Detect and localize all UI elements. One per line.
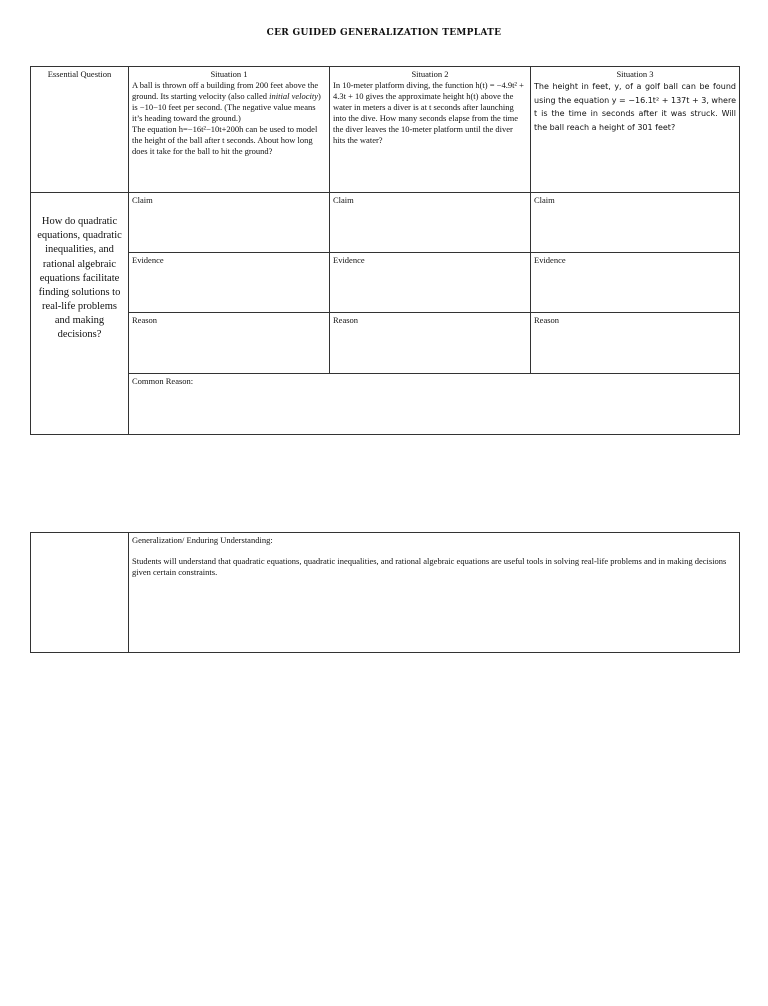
essential-question-header: Essential Question [47,69,112,79]
common-reason-row [31,374,740,435]
reason-cell-1[interactable] [129,313,330,374]
claim-label: Claim [534,195,555,205]
evidence-row [31,253,740,313]
essential-question-cell [31,193,129,435]
claim-label: Claim [132,195,153,205]
claim-cell-3[interactable] [531,193,740,253]
generalization-row [31,533,740,653]
situations-row [31,67,740,193]
situation-1-text-b: ) is −10−10 feet per second. (The negative value means it’s heading toward the ground.) [132,91,321,124]
reason-label: Reason [132,315,158,325]
situation-2-text: In 10-meter platform diving, the function h(t) = −4.9t² + 4.3t + 10 gives the approximate height h(t) above the water in meters a diver is at t seconds after launching into the dive. How many seconds elapse from the time the diver leaves the 10-meter platform until the diver hits the water? [333,80,524,146]
essential-question-text: How do quadratic equations, quadratic inequalities, and rational algebraic equations facilitate finding solutions to real-life problems and making decisions? [37,216,122,341]
reason-cell-2[interactable] [330,313,531,374]
evidence-cell-2[interactable] [330,253,531,313]
situation-2-cell [330,67,531,193]
situation-1-cell [129,67,330,193]
situation-1-text-c: The equation h=−16t²−10t+200h can be used to model the height of the ball after t seconds. About how long does it take for the ball to hit the ground? [132,124,318,157]
evidence-label: Evidence [333,255,365,265]
common-reason-cell[interactable] [129,374,740,435]
situation-3-text: The height in feet, y, of a golf ball can be found using the equation y = −16.1t² + 137t + 3, where t is the time in seconds after it was struck. Will the ball reach a height of 301 feet? [534,82,736,132]
generalization-cell[interactable] [129,533,740,653]
generalization-header: Generalization/ Enduring Understanding: [132,535,273,545]
situation-1-text-italic: initial velocity [269,91,319,102]
evidence-label: Evidence [534,255,566,265]
claim-cell-2[interactable] [330,193,531,253]
reason-row [31,313,740,374]
essential-question-header-cell [31,67,129,193]
cer-table [30,66,740,435]
reason-label: Reason [534,315,560,325]
claim-row [31,193,740,253]
evidence-cell-3[interactable] [531,253,740,313]
generalization-text: Students will understand that quadratic equations, quadratic inequalities, and rational algebraic equations are useful tools in solving real-life problems and in making decisions given certain constraints. [132,556,727,578]
claim-cell-1[interactable] [129,193,330,253]
generalization-table [30,532,740,653]
page-title: CER GUIDED GENERALIZATION TEMPLATE [266,28,502,38]
reason-label: Reason [333,315,359,325]
generalization-blank-cell [31,533,129,653]
situation-3-cell [531,67,740,193]
situation-2-header: Situation 2 [411,69,449,79]
claim-label: Claim [333,195,354,205]
reason-cell-3[interactable] [531,313,740,374]
situation-1-header: Situation 1 [210,69,248,79]
evidence-label: Evidence [132,255,164,265]
common-reason-label: Common Reason: [132,376,194,386]
situation-1-text-a: A ball is thrown off a building from 200 feet above the ground. Its starting velocity (also called [132,80,319,102]
evidence-cell-1[interactable] [129,253,330,313]
situation-3-header: Situation 3 [616,69,654,79]
